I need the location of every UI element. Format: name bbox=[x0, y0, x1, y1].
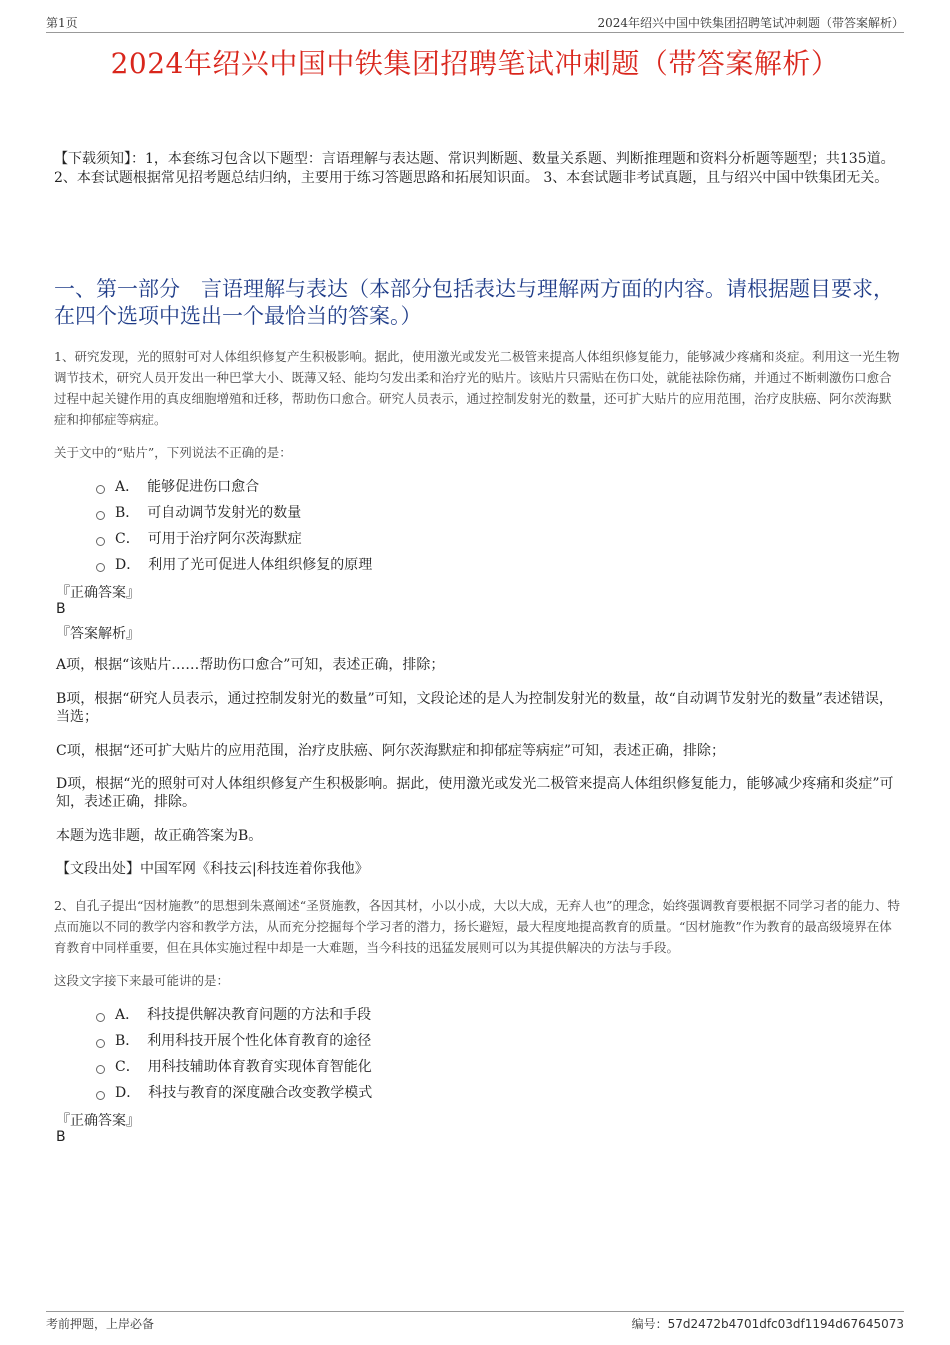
radio-icon[interactable] bbox=[96, 1065, 105, 1074]
radio-icon[interactable] bbox=[96, 1039, 105, 1048]
radio-icon[interactable] bbox=[96, 563, 105, 572]
code-value: 57d2472b4701dfc03df1194d67645073 bbox=[667, 1317, 904, 1331]
section-heading: 一、第一部分 言语理解与表达（本部分包括表达与理解两方面的内容。请根据题目要求，在四个选项中选出一个最恰当的答案。） bbox=[54, 277, 894, 328]
correct-answer: B bbox=[56, 1129, 66, 1145]
question-2-passage: 2、自孔子提出“因材施教”的思想到朱熹阐述“圣贤施教，各因其材，小以小成，大以大成，无弃人也”的理念，始终强调教育要根据不同学习者的能力、特点而施以不同的教学内容和教学方法，从而充分挖掘每个学习者的潜力，扬长避短，最大程度地提高教育的质量。“因材施教”作为教育的最高级境界在体育教育中同样重要，但在具体实施过程中却是一大难题，当今科技的迅猛发展则可以为其提供解决的方法与手段。 bbox=[54, 898, 901, 955]
option-text: 可自动调节发射光的数量 bbox=[147, 505, 302, 521]
footer-slogan: 考前押题，上岸必备 bbox=[46, 1317, 155, 1331]
question-1-passage: 1、研究发现，光的照射可对人体组织修复产生积极影响。据此，使用激光或发光二极管来提高人体组织修复能力，能够减少疼痛和炎症。利用这一光生物调节技术，研究人员开发出一种巴掌大小、既薄又轻、能均匀发出柔和治疗光的贴片。该贴片只需贴在伤口处，就能祛除伤痛，并通过不断刺激伤口愈合过程中起关键作用的真皮细胞增殖和迁移，帮助伤口愈合。研究人员表示，通过控制发射光的数量，还可扩大贴片的应用范围，治疗皮肤癌、阿尔茨海默症和抑郁症等病症。 bbox=[54, 349, 900, 427]
option-b[interactable] bbox=[96, 1027, 372, 1053]
question-2-options bbox=[96, 1001, 372, 1105]
radio-icon[interactable] bbox=[96, 1013, 105, 1022]
option-letter: D． bbox=[115, 557, 141, 573]
analysis-item-c: C项，根据“还可扩大贴片的应用范围，治疗皮肤癌、阿尔茨海默症和抑郁症等病症”可知，表述正确，排除； bbox=[56, 743, 726, 759]
download-notice: 【下载须知】：1，本套练习包含以下题型：言语理解与表达题、常识判断题、数量关系题、判断推理题和资料分析题等题型；共135道。 2、本套试题根据常见招考题总结归纳，主要用于练习答题思路和拓展知识面。 3、本套试题非考试真题，且与绍兴中国中铁集团无关。 bbox=[54, 151, 895, 186]
option-text: 利用科技开展个性化体育教育的途径 bbox=[147, 1033, 372, 1049]
question-2-stem: 这段文字接下来最可能讲的是： bbox=[54, 973, 230, 988]
option-text: 可用于治疗阿尔茨海默症 bbox=[147, 531, 302, 547]
radio-icon[interactable] bbox=[96, 1091, 105, 1100]
option-text: 科技与教育的深度融合改变教学模式 bbox=[148, 1085, 373, 1101]
page-number: 第1页 bbox=[46, 16, 78, 30]
option-b[interactable] bbox=[96, 499, 372, 525]
option-text: 用科技辅助体育教育实现体育智能化 bbox=[147, 1059, 372, 1075]
page-footer bbox=[46, 1311, 904, 1332]
option-letter: C． bbox=[115, 531, 140, 547]
option-letter: C． bbox=[115, 1059, 140, 1075]
question-1-options bbox=[96, 473, 372, 577]
radio-icon[interactable] bbox=[96, 511, 105, 520]
analysis-item-d: D项，根据“光的照射可对人体组织修复产生积极影响。据此，使用激光或发光二极管来提高人体组织修复能力，能够减少疼痛和炎症”可知，表述正确，排除。 bbox=[56, 776, 894, 810]
analysis-item-a: A项，根据“该贴片……帮助伤口愈合”可知，表述正确，排除； bbox=[56, 657, 445, 673]
correct-answer-label: 『正确答案』 bbox=[56, 1113, 140, 1129]
radio-icon[interactable] bbox=[96, 485, 105, 494]
option-letter: B． bbox=[115, 1033, 140, 1049]
option-text: 利用了光可促进人体组织修复的原理 bbox=[148, 557, 373, 573]
option-letter: A． bbox=[115, 479, 140, 495]
analysis-item-b: B项，根据“研究人员表示，通过控制发射光的数量”可知，文段论述的是人为控制发射光的数量，故“自动调节发射光的数量”表述错误，当选； bbox=[56, 691, 893, 725]
passage-source: 【文段出处】中国军网《科技云|科技连着你我他》 bbox=[56, 861, 369, 877]
option-d[interactable] bbox=[96, 551, 372, 577]
analysis-conclusion: 本题为选非题，故正确答案为B。 bbox=[56, 828, 263, 844]
option-a[interactable] bbox=[96, 473, 372, 499]
correct-answer-label: 『正确答案』 bbox=[56, 585, 140, 601]
option-letter: B． bbox=[115, 505, 140, 521]
header-doc-title: 2024年绍兴中国中铁集团招聘笔试冲刺题（带答案解析） bbox=[597, 16, 904, 30]
question-1-stem: 关于文中的“贴片”，下列说法不正确的是： bbox=[54, 445, 292, 460]
option-c[interactable] bbox=[96, 1053, 372, 1079]
option-c[interactable] bbox=[96, 525, 372, 551]
analysis-label: 『答案解析』 bbox=[56, 626, 140, 642]
option-d[interactable] bbox=[96, 1079, 372, 1105]
option-text: 能够促进伤口愈合 bbox=[147, 479, 260, 495]
option-text: 科技提供解决教育问题的方法和手段 bbox=[147, 1007, 372, 1023]
radio-icon[interactable] bbox=[96, 537, 105, 546]
option-a[interactable] bbox=[96, 1001, 372, 1027]
document-title: 2024年绍兴中国中铁集团招聘笔试冲刺题（带答案解析） bbox=[110, 47, 840, 80]
code-label: 编号： bbox=[631, 1317, 668, 1331]
option-letter: A． bbox=[115, 1007, 140, 1023]
page-header bbox=[46, 14, 904, 33]
option-letter: D． bbox=[115, 1085, 141, 1101]
document-code bbox=[632, 1315, 904, 1332]
correct-answer: B bbox=[56, 601, 66, 617]
